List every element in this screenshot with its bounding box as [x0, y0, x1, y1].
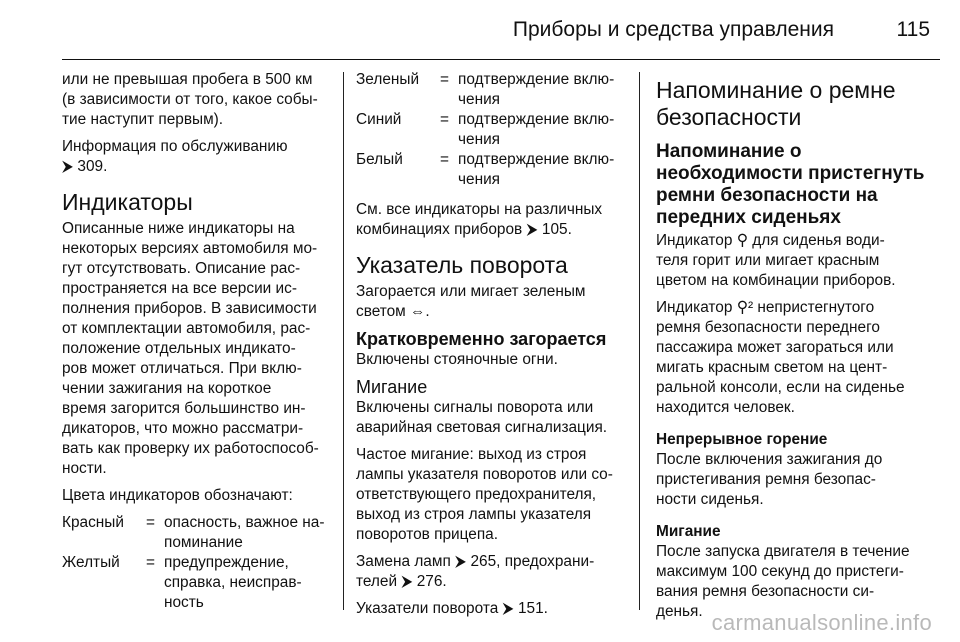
equals-sign: = — [146, 514, 155, 531]
intro-paragraph: или не превышая пробега в 500 км (в зависимости от того, какое собы- тие наступит первым). — [62, 71, 318, 128]
service-info-link[interactable]: ⮞ 309. — [62, 158, 108, 175]
column-3 — [656, 70, 946, 629]
color-legend-table-1 — [62, 513, 334, 613]
seatbelt-blinking-paragraph: После запуска двигателя в течение максимум 100 секунд до пристеги- вания ремня безопасности си- денья. — [656, 543, 910, 620]
column-1 — [62, 70, 334, 623]
passenger-indicator-paragraph: Индикатор ⚲² непристегнутого ремня безопасности переднего пассажира может загораться или мигать красным светом на цент- ральной консоли, если на сиденье находится человек. — [656, 299, 905, 416]
turn-signals-link[interactable]: Указатели поворота ⮞ 151. — [356, 600, 548, 617]
brief-light-text: Включены стояночные огни. — [356, 351, 558, 368]
turn-signal-heading: Указатель поворота — [356, 252, 568, 278]
equals-sign: = — [146, 554, 155, 571]
continuous-light-paragraph: После включения зажигания до пристегивания ремня безопас- ности сиденья. — [656, 451, 883, 508]
color-row-blue — [356, 110, 634, 150]
color-name: Синий — [356, 111, 402, 128]
color-name: Зеленый — [356, 71, 420, 88]
seatbelt-blinking-heading: Мигание — [656, 523, 721, 540]
column-divider-2 — [639, 72, 640, 610]
fuses-link[interactable]: телей ⮞ 276. — [356, 573, 447, 590]
color-name: Красный — [62, 514, 124, 531]
bulb-replacement-link[interactable]: Замена ламп ⮞ 265, предохрани- — [356, 553, 595, 570]
column-2 — [356, 70, 634, 626]
turn-signal-paragraph: Загорается или мигает зеленым светом ⇔. — [356, 283, 586, 320]
column-divider-1 — [343, 72, 344, 610]
page-number: 115 — [896, 18, 930, 41]
color-meaning: подтверждение вклю- чения — [458, 111, 615, 148]
indicators-paragraph: Описанные ниже индикаторы на некоторых версиях автомобиля мо- гут отсутствовать. Описание рас- пространяется на все версии ис- полнения приборов. В зависимости от комплектации автомобиля, рас- положение отдельных индикато- ров может отличаться. При вклю- чении зажигания на короткое время загорится большинство ин- дикаторов, что можно рассматри- вать как проверку их работоспособ- ности. — [62, 220, 319, 477]
color-row-white — [356, 150, 634, 190]
color-row-yellow — [62, 553, 334, 613]
header-divider — [62, 59, 940, 60]
brief-light-heading: Кратковременно загорается — [356, 329, 607, 349]
blinking-heading: Мигание — [356, 377, 428, 397]
front-seats-subheading: Напоминание о необходимости пристегнуть ремни безопасности на передних сиденьях — [656, 141, 925, 228]
color-meaning: подтверждение вклю- чения — [458, 71, 615, 108]
equals-sign: = — [440, 151, 449, 168]
equals-sign: = — [440, 71, 449, 88]
equals-sign: = — [440, 111, 449, 128]
instruments-link[interactable]: комбинациях приборов ⮞ 105. — [356, 221, 572, 238]
color-legend-table-2 — [356, 70, 634, 190]
fast-blinking-paragraph: Частое мигание: выход из строя лампы указателя поворотов или со- ответствующего предохранителя, выход из строя лампы указателя поворотов прицепа. — [356, 446, 613, 543]
blinking-paragraph: Включены сигналы поворота или аварийная световая сигнализация. — [356, 399, 608, 436]
color-meaning: подтверждение вклю- чения — [458, 151, 615, 188]
replacement-paragraph — [356, 552, 634, 592]
color-meaning: опасность, важное на- поминание — [164, 514, 325, 551]
color-meaning: предупреждение, справка, неисправ- ность — [164, 554, 302, 611]
service-info-paragraph: Информация по обслуживанию ⮞ 309. — [62, 138, 288, 175]
seatbelt-reminder-heading: Напоминание о ремне безопасности — [656, 77, 896, 130]
indicators-heading: Индикаторы — [62, 189, 193, 215]
color-row-green — [356, 70, 634, 110]
see-all-indicators-paragraph: См. все индикаторы на различных комбинациях приборов ⮞ 105. — [356, 201, 603, 238]
driver-indicator-paragraph: Индикатор ⚲ для сиденья води- теля горит или мигает красным цветом на комбинации приборов. — [656, 232, 896, 289]
continuous-light-heading: Непрерывное горение — [656, 431, 828, 448]
color-row-red — [62, 513, 334, 553]
color-name: Белый — [356, 151, 403, 168]
colors-intro: Цвета индикаторов обозначают: — [62, 487, 293, 504]
watermark: carmanualsonline.info — [711, 610, 932, 635]
color-name: Желтый — [62, 554, 120, 571]
header-title: Приборы и средства управления — [512, 18, 834, 41]
